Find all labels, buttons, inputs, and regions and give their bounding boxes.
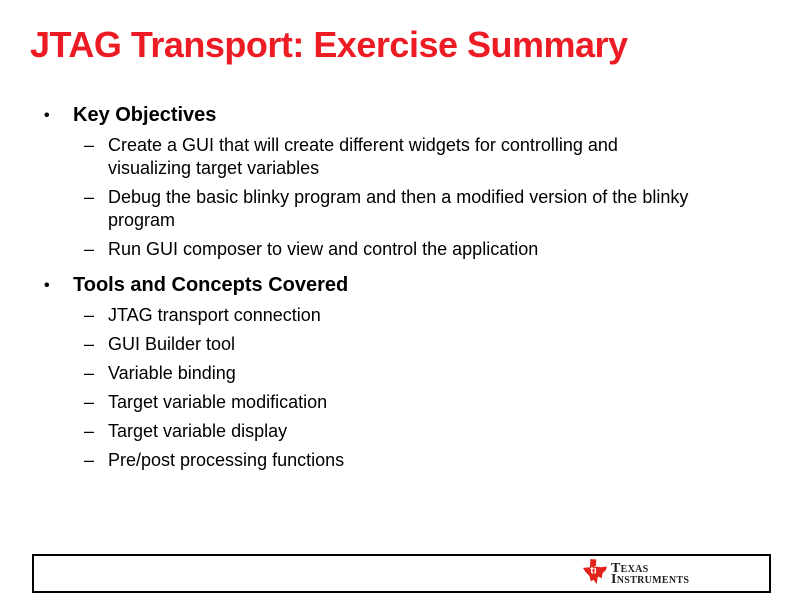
- list-item-text: Target variable display: [108, 421, 288, 441]
- list-item-level1: [0, 273, 800, 298]
- dash-icon: –: [84, 239, 95, 259]
- ti-logo-line2: Instruments: [611, 571, 690, 587]
- list-item-text: Target variable modification: [108, 392, 328, 412]
- list-item-text: Create a GUI that will create different widgets for controlling and visualizing target variables: [108, 135, 618, 178]
- list-item-text: GUI Builder tool: [108, 334, 236, 354]
- list-item-level2: [0, 238, 800, 261]
- ti-logo-text: [611, 560, 689, 585]
- dash-icon: –: [84, 187, 95, 207]
- list-item-text: Pre/post processing functions: [108, 450, 345, 470]
- page-title: JTAG Transport: Exercise Summary: [30, 24, 628, 65]
- dash-icon: –: [84, 305, 95, 325]
- dash-icon: –: [84, 392, 95, 412]
- ti-logo: [583, 558, 689, 586]
- ti-logo-line1: Texas: [611, 560, 649, 576]
- list-item-text: Debug the basic blinky program and then a modified version of the blinky program: [108, 187, 689, 230]
- list-item-level2: [0, 449, 800, 472]
- bullet-list: [0, 103, 800, 472]
- list-item-level2: [0, 304, 800, 327]
- list-item-text: Run GUI composer to view and control the application: [108, 239, 539, 259]
- dash-icon: –: [84, 450, 95, 470]
- dash-icon: –: [84, 334, 95, 354]
- ti-logo-icon: [583, 558, 607, 586]
- dash-icon: –: [84, 135, 95, 155]
- list-item-text: Variable binding: [108, 363, 236, 383]
- footer-bar: [32, 554, 771, 593]
- bullet-icon: •: [44, 277, 50, 294]
- dash-icon: –: [84, 363, 95, 383]
- list-item-level2: [0, 420, 800, 443]
- list-item-level2: [0, 362, 800, 385]
- list-item-level2: [0, 134, 800, 180]
- list-item-level2: [0, 333, 800, 356]
- list-item-text: JTAG transport connection: [108, 305, 321, 325]
- list-item-level2: [0, 186, 800, 232]
- section-heading: Tools and Concepts Covered: [73, 274, 349, 296]
- list-item-level2: [0, 391, 800, 414]
- section-heading: Key Objectives: [73, 104, 217, 126]
- dash-icon: –: [84, 421, 95, 441]
- svg-text:ti: ti: [590, 564, 597, 577]
- bullet-icon: •: [44, 107, 50, 124]
- list-item-level1: [0, 103, 800, 128]
